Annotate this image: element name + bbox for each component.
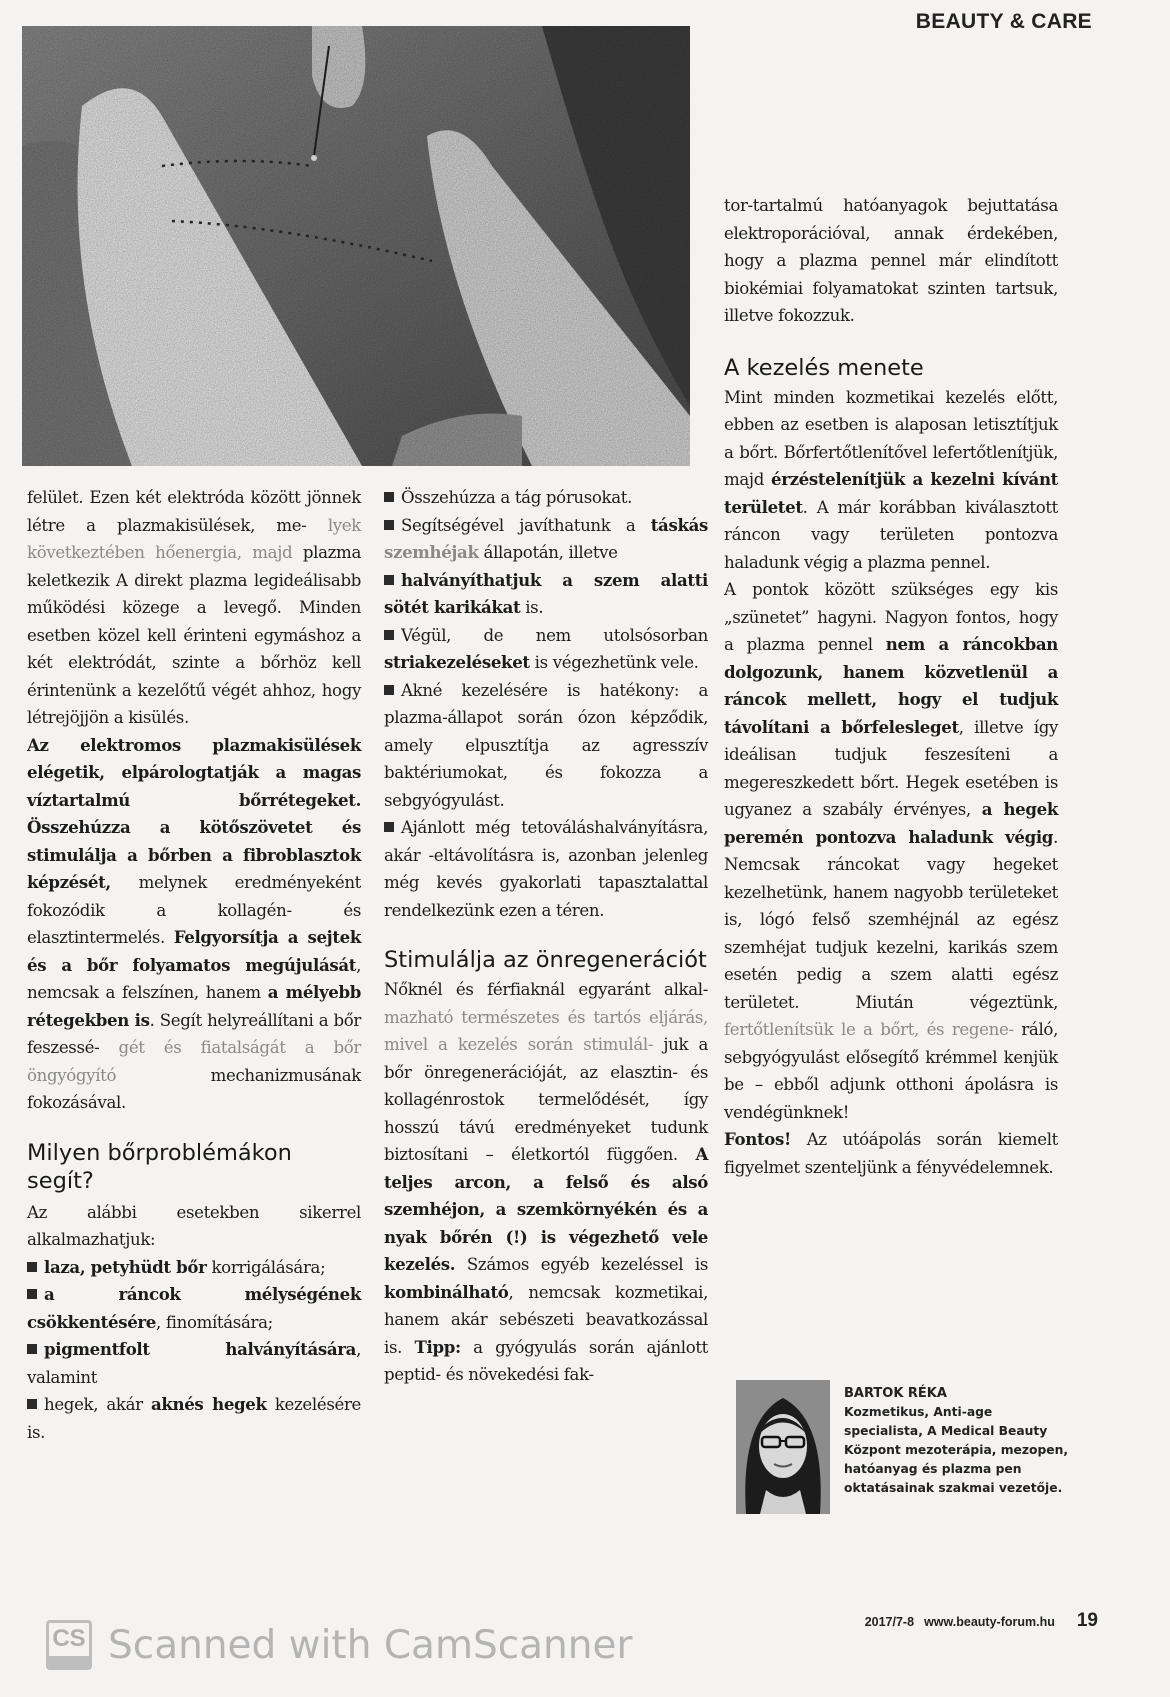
list-item: a ráncok mélységének csökkentésére, finomítására; xyxy=(27,1281,361,1336)
paragraph: Nőknél és férfiaknál egyaránt alkal- mazható természetes és tartós eljárás, mivel a kezelés során stimulál- juk a bőr önregenerációját, az elasztin- és kollagénrostok termelődését, így hosszú távú eredményeket tudunk biztosítani – életkortól függően. A teljes arcon, a felső és alsó szemhéjon, a szemkörnyékén és a nyak bőrén (!) is végezhető vele kezelés. Számos egyéb kezeléssel is kombinálható, nemcsak kozmetikai, hanem akár sebészeti beavatkozással is. Tipp: a gyógyulás során ajánlott peptid- és növekedési fak- xyxy=(384,980,708,1384)
issue-number: 2017/7-8 xyxy=(864,1615,915,1629)
paragraph: tor-tartalmú hatóanyagok bejuttatása elektroporációval, annak érdekében, hogy a plazma pennel már elindított biokémiai folyamatokat szinten tartsuk, illetve fokozzuk. xyxy=(724,196,1058,325)
author-portrait-image xyxy=(736,1380,830,1514)
article-column-1 xyxy=(27,484,361,1446)
camscanner-logo-icon: CS xyxy=(46,1620,92,1670)
paragraph: Az alábbi esetekben sikerrel alkalmazhatjuk: xyxy=(27,1202,361,1249)
section-heading: Milyen bőrproblémákon segít? xyxy=(27,1139,292,1194)
list-item: Segítségével javíthatunk a táskás szemhéjak állapotán, illetve xyxy=(384,512,708,567)
article-column-3 xyxy=(724,192,1058,1181)
author-portrait xyxy=(736,1380,830,1514)
author-name: BARTOK RÉKA xyxy=(844,1386,947,1401)
plasma-pen-treatment-image xyxy=(22,26,690,466)
article-photo xyxy=(22,26,690,466)
paragraph: felület. Ezen két elektróda között jönnek létre a plazmakisülések, me- lyek következtében hőenergia, majd plazma keletkezik A direkt plazma legideálisabb működési közege a levegő. Minden esetben közel kell érinteni egymáshoz a két elektródát, szinte a bőrhöz kell érintenünk a kezelőtű végét ahhoz, hogy létrejöjjön a kisülés. xyxy=(27,488,361,727)
camscanner-watermark xyxy=(46,1620,633,1670)
list-item: laza, petyhüdt bőr korrigálására; xyxy=(27,1254,361,1282)
page-footer xyxy=(865,1610,1098,1632)
author-box xyxy=(736,1380,1076,1520)
watermark-text: Scanned with CamScanner xyxy=(108,1622,633,1668)
article-column-2 xyxy=(384,484,708,1389)
page-number: 19 xyxy=(1076,1610,1098,1631)
section-tag: BEAUTY & CARE xyxy=(915,10,1092,33)
list-item: Ajánlott még tetováláshalványításra, akár -eltávolításra is, azonban jelenleg még kevés gyakorlati tapasztalattal rendelkezünk ezen a téren. xyxy=(384,814,708,924)
author-bio: Kozmetikus, Anti-age specialista, A Medical Beauty Központ mezoterápia, mezopen, hatóanyag és plazma pen oktatásainak szakmai vezetője. xyxy=(844,1405,1069,1495)
list-item: Összehúzza a tág pórusokat. xyxy=(384,484,708,512)
website-url: www.beauty-forum.hu xyxy=(924,1615,1055,1629)
list-item: pigmentfolt halványítására, valamint xyxy=(27,1336,361,1391)
list-item: hegek, akár aknés hegek kezelésére is. xyxy=(27,1391,361,1446)
paragraph: Mint minden kozmetikai kezelés előtt, ebben az esetben is alaposan letisztítjuk a bőrt. Bőrfertőtlenítővel lefertőtlenítjük, majd érzéstelenítjük a kezelni kívánt területet. A már korábban kiválasztott ráncon vagy területen pontozva haladunk végig a plazma pennel. xyxy=(724,387,1058,572)
section-heading: Stimulálja az önregenerációt xyxy=(384,947,707,973)
list-item: Akné kezelésére is hatékony: a plazma-állapot során ózon képződik, amely elpusztítja az agresszív baktériumokat, és fokozza a sebgyógyulást. xyxy=(384,677,708,815)
list-item: Végül, de nem utolsósorban striakezeléseket is végezhetünk vele. xyxy=(384,622,708,677)
paragraph: Az elektromos plazmakisülések elégetik, elpárologtatják a magas víztartalmú bőrrétegeket. Összehúzza a kötőszövetet és stimulálja a bőrben a fibroblasztok képzését, melynek eredményeként fokozódik a kollagén- és elasztintermelés. Felgyorsítja a sejtek és a bőr folyamatos megújulását, nemcsak a felszínen, hanem a mélyebb rétegekben is. Segít helyreállítani a bőr feszessé- gét és fiatalságát a bőr öngyógyító mechanizmusának fokozásával. xyxy=(27,734,362,1112)
section-heading: A kezelés menete xyxy=(724,354,924,381)
paragraph: A pontok között szükséges egy kis „szünetet” hagyni. Nagyon fontos, hogy a plazma pennel nem a ráncokban dolgozunk, hanem közvetlenül a ráncok mellett, hogy el tudjuk távolítani a bőrfelesleget, illetve így ideálisan tudjuk feszesíteni a megereszkedett bőrt. Hegek esetében is ugyanez a szabály érvényes, a hegek peremén pontozva haladunk végig. Nemcsak ráncokat vagy hegeket kezelhetünk, hanem nagyobb területeket is, lógó felső szemhéjnál az egész szemhéjat tudjuk kezelni, karikás szem esetén pedig a szem alatti egész területet. Miután végeztünk, fertőtlenítsük le a bőrt, és regene- ráló, sebgyógyulást elősegítő krémmel kenjük be – ebből adjunk otthoni ápolásra is vendégünknek! xyxy=(724,580,1058,1122)
paragraph: Fontos! Az utóápolás során kiemelt figyelmet szenteljünk a fényvédelemnek. xyxy=(724,1129,1058,1177)
author-info xyxy=(844,1384,1074,1498)
list-item: halványíthatjuk a szem alatti sötét karikákat is. xyxy=(384,567,708,622)
